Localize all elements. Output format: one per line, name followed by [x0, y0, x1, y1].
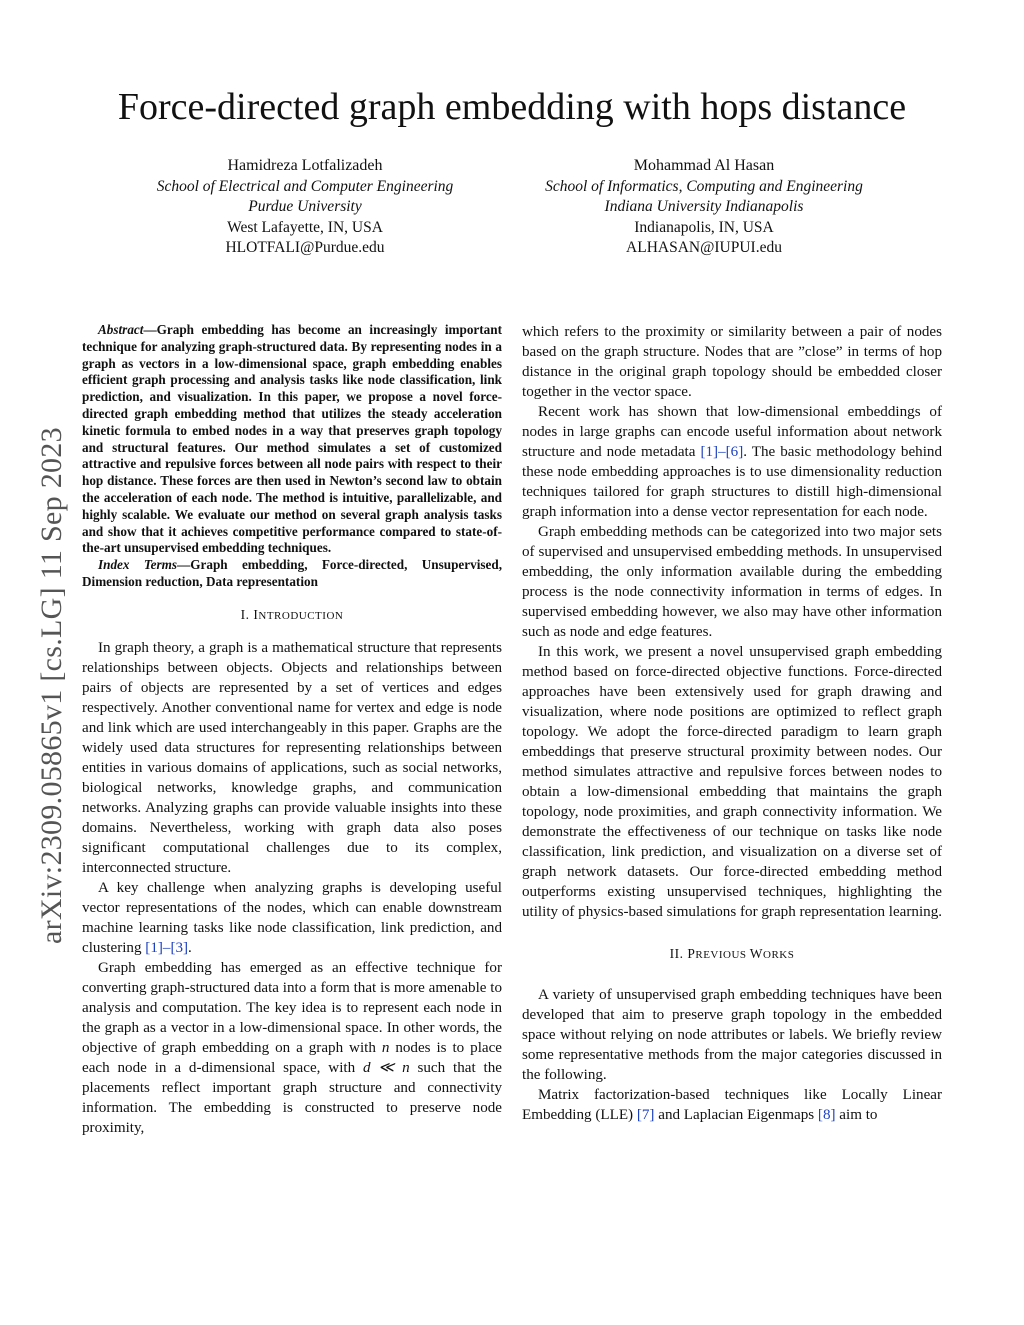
abstract-label: Abstract [98, 322, 144, 337]
paragraph: A variety of unsupervised graph embedding techniques have been developed that aim to preserve graph topology in the embedded space without relying on node attributes or labels. We briefly review some representative methods from the major categories discussed in the following. [522, 987, 942, 1083]
index-terms-text: —Graph embedding, Force-directed, Unsupervised, Dimension reduction, Data representation [82, 557, 502, 589]
citation-link[interactable]: [7] [636, 1107, 655, 1123]
author-name: Hamidreza Lotfalizadeh [227, 157, 383, 174]
paper-title: Force-directed graph embedding with hops distance [117, 86, 907, 128]
right-column [522, 322, 942, 1125]
citation-link[interactable]: [1]–[6] [700, 444, 744, 460]
author-name: Mohammad Al Hasan [633, 157, 775, 174]
section-heading-introduction: I. INTRODUCTION [240, 606, 344, 622]
author-location: West Lafayette, IN, USA [227, 218, 383, 236]
author-department: School of Electrical and Computer Engineering [156, 177, 454, 195]
left-column [82, 322, 502, 1138]
arxiv-identifier: arXiv:2309.05865v1 [cs.LG] 11 Sep 2023 [35, 427, 68, 944]
author-email: HLOTFALI@Purdue.edu [225, 239, 385, 256]
citation-link[interactable]: [8] [817, 1107, 836, 1123]
author-university: Indiana University Indianapolis [604, 198, 804, 215]
paragraph: A key challenge when analyzing graphs is developing useful vector representations of the nodes, which can enable downstream machine learning tasks like node classification, link prediction, and clustering [1]–[3]. [82, 879, 502, 956]
citation-link[interactable]: [1]–[3] [145, 939, 189, 956]
paragraph: Graph embedding has emerged as an effective technique for converting graph-structured data into a form that is more amenable to analysis and computation. The key idea is to represent each node in the graph as a vector in a low-dimensional space. In other words, the objective of graph embedding on a graph with n nodes is to place each node in a d-dimensional space, with d ≪ n such that the placements reflect important graph structure and connectivity information. The embedding is constructed to preserve node proximity, [82, 959, 502, 1136]
abstract-text: —Graph embedding has become an increasingly important technique for analyzing graph-structured data. By representing nodes in a graph as vectors in a low-dimensional space, graph embedding enables efficient graph processing and analysis tasks like node classification, link prediction, and visualization. In this paper, we propose a novel force-directed graph embedding method that utilizes the steady acceleration kinetic formula to embed nodes in a way that preserves graph topology and structural features. Our method simulates a set of customized attractive and repulsive forces between all node pairs with respect to their hop distance. These forces are then used in Newton’s second law to obtain the acceleration of each node. The method is intuitive, parallelizable, and highly scalable. We evaluate our method on several graph analysis tasks and show that it achieves competitive performance compared to state-of-the-art unsupervised embedding techniques. [82, 322, 502, 556]
section-heading-previous-works: II. PREVIOUS WORKS [669, 946, 795, 961]
abstract [82, 322, 502, 557]
paragraph: Recent work has shown that low-dimensional embeddings of nodes in large graphs can encode useful information about network structure and node metadata [1]–[6]. The basic methodology behind these node embedding approaches is to use dimensionality reduction techniques tailored for graph structures to distill high-dimensional graph information into a dense vector representation for each node. [522, 404, 942, 520]
paragraph: which refers to the proximity or similarity between a pair of nodes based on the graph structure. Nodes that are ”close” in terms of hop distance in the original graph topology should be embedded closer together in the vector space. [522, 324, 942, 400]
paragraph: In this work, we present a novel unsupervised graph embedding method based on force-directed objective functions. Force-directed approaches have been extensively used for graph drawing and visualization, where node positions are optimized to reflect graph topology. We adopt the force-directed paradigm to learn graph embeddings that preserve structural proximity between nodes. Our method simulates attractive and repulsive forces between nodes to obtain a low-dimensional embedding that maintains the graph topology, node proximities, and graph connectivity information. We demonstrate the effectiveness of our technique on tasks like node classification, link prediction, and visualization on a diverse set of graph network datasets. Our force-directed embedding method outperforms existing unsupervised techniques, highlighting the utility of physics-based simulations for graph representation learning. [522, 644, 943, 920]
author-university: Purdue University [248, 198, 362, 215]
paragraph: Graph embedding methods can be categorized into two major sets of supervised and unsupervised embedding methods. In unsupervised embedding, the only information available during the embedding process is the node connectivity information in terms of edges. In supervised embedding however, we also may have other information such as node and edge features. [522, 524, 942, 640]
paragraph: In graph theory, a graph is a mathematical structure that represents relationships between objects. Objects and relationships between pairs of objects are represented by a set of vertices and edges respectively. Another conventional name for vertex and edge is node and link which are used interchangeably in this paper. Graphs are the widely used data structures for representing relationships between entities in various domains of applications, such as social networks, biological networks, knowledge graphs, and communication networks. Analyzing graphs can provide valuable insights into these domains. Nevertheless, working with graph data also poses significant computational challenges due to its complex, interconnected structure. [82, 639, 502, 876]
paragraph: Matrix factorization-based techniques like Locally Linear Embedding (LLE) [7] and Laplacian Eigenmaps [8] aim to [522, 1087, 942, 1123]
author-email: ALHASAN@IUPUI.edu [626, 239, 782, 256]
index-terms-label: Index Terms [98, 557, 178, 573]
author-block-1 [105, 156, 505, 259]
author-block-2 [504, 156, 904, 259]
index-terms [82, 557, 502, 591]
author-department: School of Informatics, Computing and Engineering [545, 177, 863, 195]
author-location: Indianapolis, IN, USA [634, 218, 774, 236]
